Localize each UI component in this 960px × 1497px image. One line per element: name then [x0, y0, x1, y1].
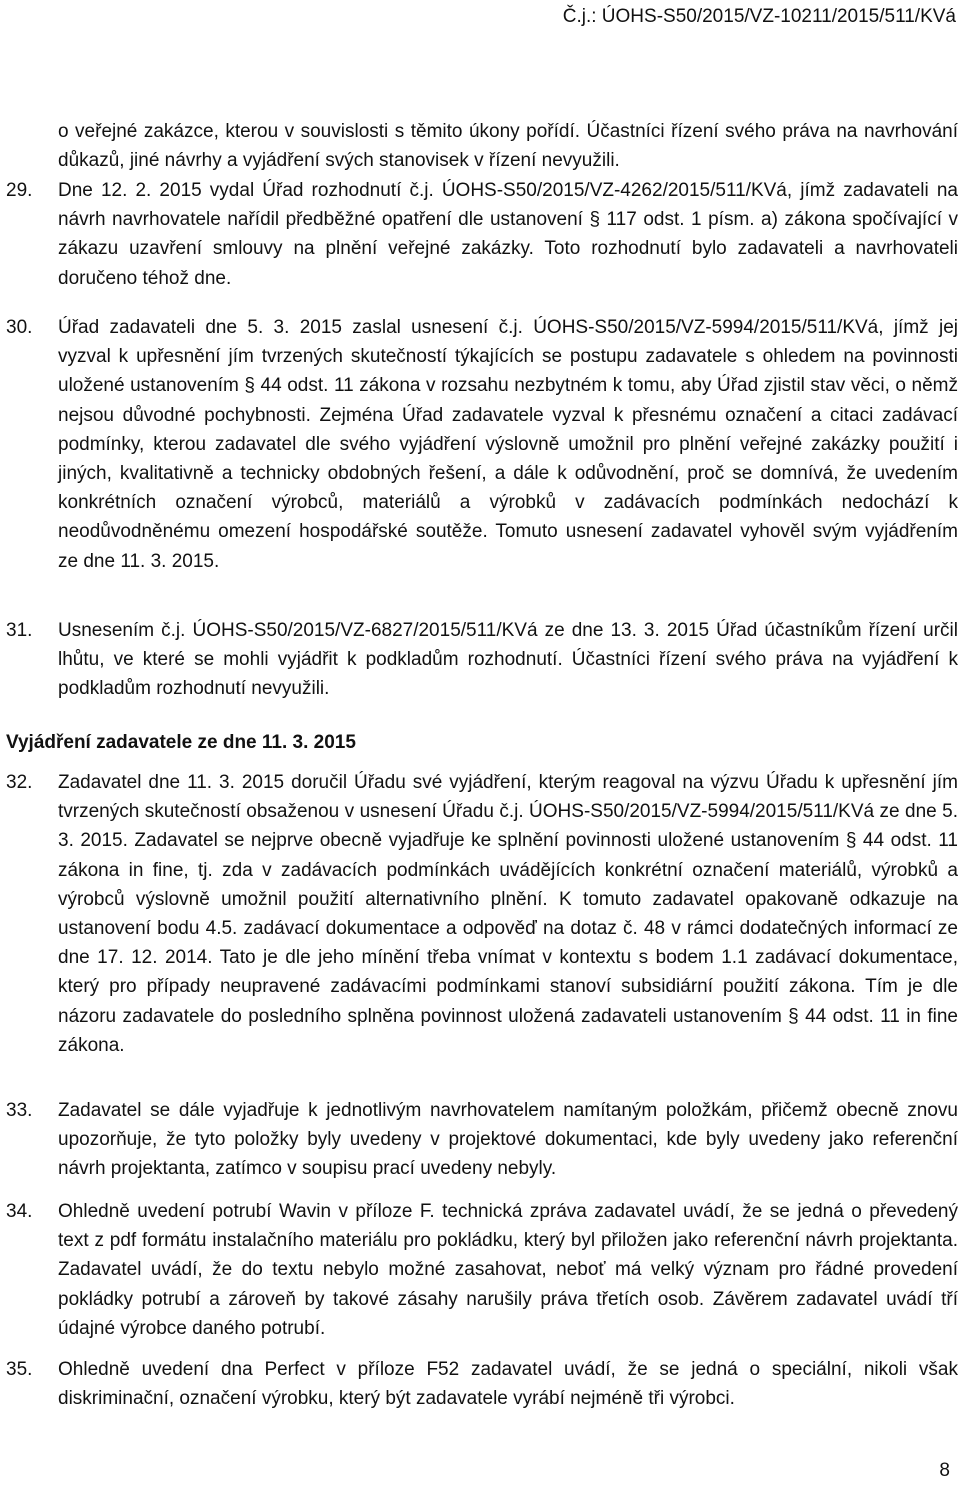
item-paragraph: Úřad zadavateli dne 5. 3. 2015 zaslal usnesení č.j. ÚOHS-S50/2015/VZ-5994/2015/511/KVá, jímž jej vyzval k upřesnění jím tvrzených skutečností týkajících se postupu zadavatele s ohledem na povinnosti uložené ustanovením § 44 odst. 11 zákona v rozsahu nezbytném k tomu, aby Úřad zjistil stav věci, o němž nejsou důvodné pochybnosti. Zejména Úřad zadavatele vyzval k přesnému označení a citaci zadávací podmínky, kterou zadavatel dle svého vyjádření výslovně umožnil pro plnění veřejné zakázky použití i jiných, kvalitativně a technicky obdobných řešení, a dále k odůvodnění, proč se domnívá, že uvedením konkrétních označení výrobců, materiálů a výrobků v zadávacích podmínkách nedochází k neodůvodněnému omezení hospodářské soutěže. Tomuto usnesení zadavatel vyhověl svým vyjádřením ze dne 11. 3. 2015. [58, 317, 958, 572]
item-number: 32. [6, 772, 33, 793]
document-reference-header: Č.j.: ÚOHS-S50/2015/VZ-10211/2015/511/KVá [562, 6, 956, 27]
item-number: 33. [6, 1100, 33, 1121]
item-paragraph: Zadavatel dne 11. 3. 2015 doručil Úřadu své vyjádření, kterým reagoval na výzvu Úřadu k upřesnění jím tvrzených skutečností obsaženou v usnesení Úřadu č.j. ÚOHS-S50/2015/VZ-5994/2015/511/KVá ze dne 5. 3. 2015. Zadavatel se nejprve obecně vyjadřuje ke splnění povinnosti uložené ustanovením § 44 odst. 11 zákona in fine, tj. zda v zadávacích podmínkách uvádějících konkrétní označení materiálů, výrobků a výrobců výslovně umožnil použití alternativního plnění. K tomuto zadavatel opakovaně odkazuje na ustanovení bodu 4.5. zadávací dokumentace a odpověď na dotaz č. 48 v rámci dodatečných informací ze dne 17. 12. 2014. Tato je dle jeho mínění třeba vnímat v kontextu s bodem 1.1 zadávací dokumentace, který pro případy neupravené zadávacími podmínkami stanoví subsidiární použití zákona. Tím je dle názoru zadavatele do posledního splněna povinnost uložená zadavateli ustanovením § 44 odst. 11 in fine zákona. [58, 772, 958, 1056]
item-paragraph: Ohledně uvedení dna Perfect v příloze F52 zadavatel uvádí, že se jedná o speciální, nikoli však diskriminační, označení výrobku, který být zadavatele vyrábí nejméně tři výrobci. [58, 1359, 958, 1410]
page-number: 8 [939, 1460, 950, 1481]
item-number: 31. [6, 620, 33, 641]
item-paragraph: Dne 12. 2. 2015 vydal Úřad rozhodnutí č.j. ÚOHS-S50/2015/VZ-4262/2015/511/KVá, jímž zadavateli na návrh navrhovatele nařídil předběžné opatření dle ustanovení § 117 odst. 1 písm. a) zákona spočívající v zákazu uzavření smlouvy na plnění veřejné zakázky. Toto rozhodnutí bylo zadavateli a navrhovateli doručeno téhož dne. [58, 180, 958, 289]
section-heading: Vyjádření zadavatele ze dne 11. 3. 2015 [6, 732, 356, 753]
item-number: 35. [6, 1359, 33, 1380]
intro-paragraph: o veřejné zakázce, kterou v souvislosti s těmito úkony pořídí. Účastníci řízení svého práva na navrhování důkazů, jiné návrhy a vyjádření svých stanovisek v řízení nevyužili. [58, 121, 958, 172]
item-paragraph: Zadavatel se dále vyjadřuje k jednotlivým navrhovatelem namítaným položkám, přičemž obecně znovu upozorňuje, že tyto položky byly uvedeny v projektové dokumentaci, kde byly uvedeny jako referenční návrh projektanta, zatímco v soupisu prací uvedeny nebyly. [58, 1100, 958, 1180]
item-paragraph: Ohledně uvedení potrubí Wavin v příloze F. technická zpráva zadavatel uvádí, že se jedná o převedený text z pdf formátu instalačního materiálu pro pokládku, který byl přiložen jako referenční návrh projektanta. Zadavatel uvádí, že do textu nebylo možné zasahovat, neboť má velký význam pro řádné provedení pokládky potrubí a zároveň by takové zásahy narušily práva třetích osob. Závěrem zadavatel uvádí tří údajné výrobce daného potrubí. [58, 1201, 958, 1339]
item-number: 29. [6, 180, 33, 201]
item-paragraph: Usnesením č.j. ÚOHS-S50/2015/VZ-6827/2015/511/KVá ze dne 13. 3. 2015 Úřad účastníkům řízení určil lhůtu, ve které se mohli vyjádřit k podkladům rozhodnutí. Účastníci řízení svého práva na vyjádření k podkladům rozhodnutí nevyužili. [58, 620, 958, 700]
item-number: 34. [6, 1201, 33, 1222]
item-number: 30. [6, 317, 33, 338]
